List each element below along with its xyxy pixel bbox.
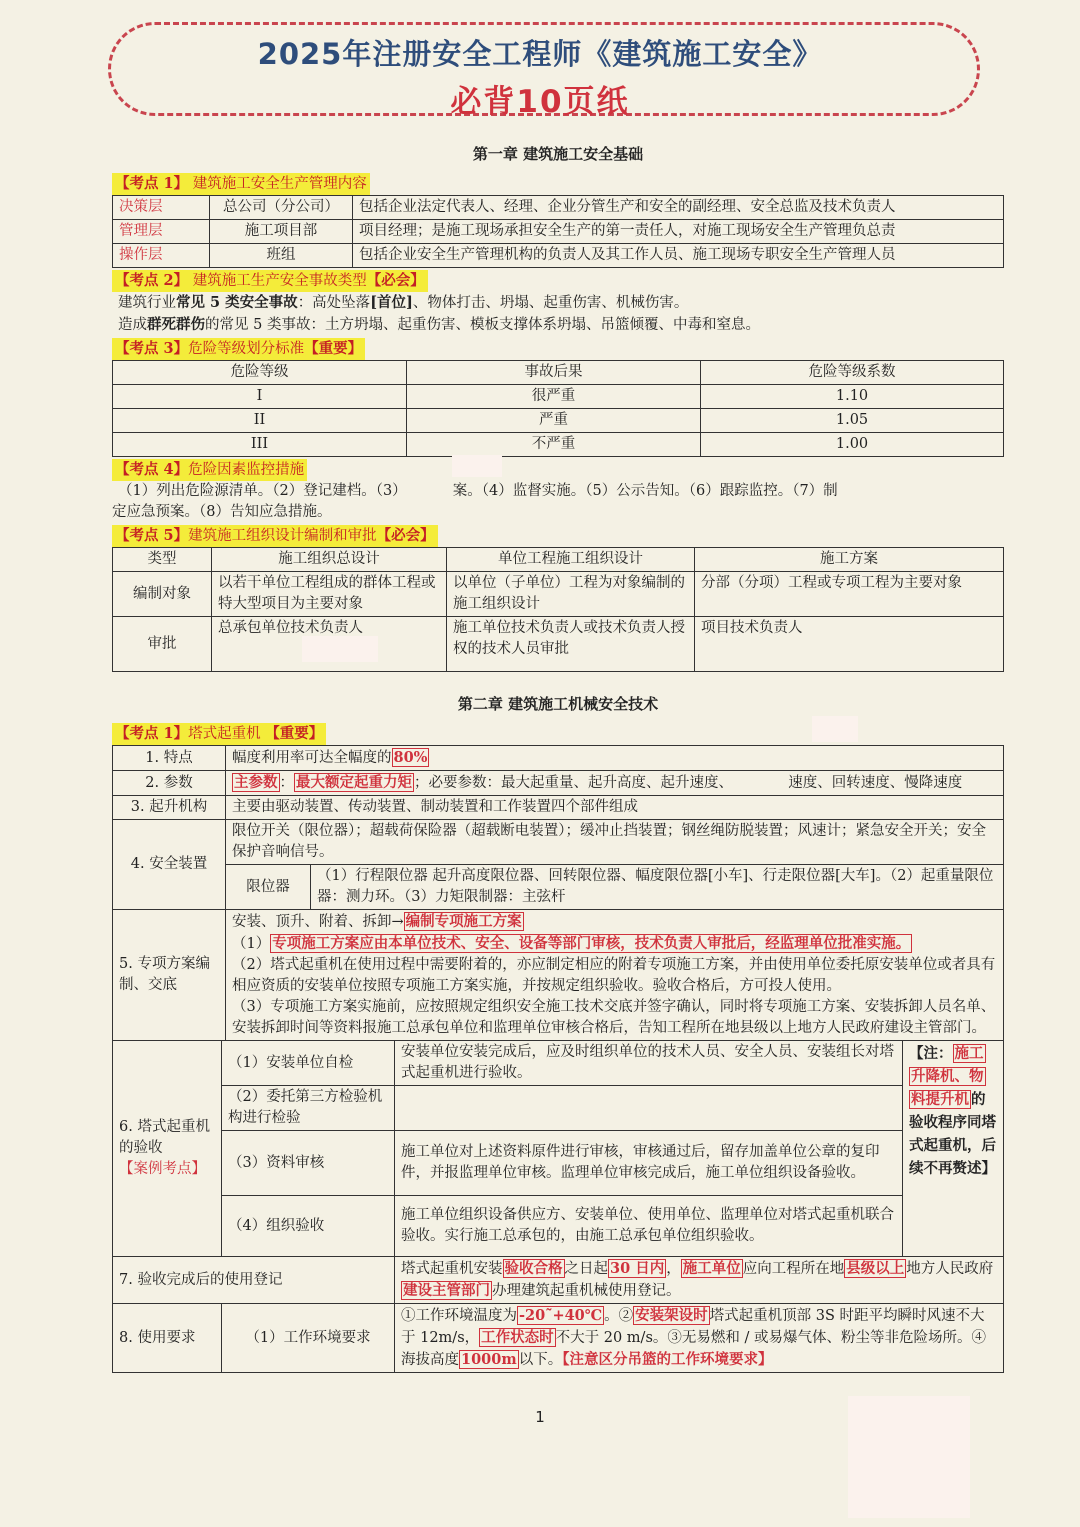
page-subtitle: 必背10页纸	[450, 84, 630, 120]
table-row: （3）资料审核 施工单位对上述资料原件进行审核，审核通过后，留存加盖单位公章的复印件，并报监理单位审核。监理单位审核完成后，施工单位组织设备验收。	[113, 1131, 1004, 1196]
blur-patch	[302, 636, 378, 662]
management-levels-table	[112, 195, 1004, 268]
table-row: 3. 起升机构 主要由驱动装置、传动装置、制动装置和工作装置四个部件组成	[113, 796, 1004, 820]
blur-patch	[452, 455, 502, 477]
table-row: 管理层 施工项目部 项目经理；是施工现场承担安全生产的第一责任人，对施工现场安全生产管理负总责	[113, 220, 1004, 244]
table-row: 7. 验收完成后的使用登记 塔式起重机安装 验收合格 之日起 30 日内 ， 施工单位 应向工程所在地 县级以上 地方人民政府建设主管部门 办理建筑起重机械使用登记。	[113, 1257, 1004, 1304]
table-row: 操作层 班组 包括企业安全生产管理机构的负责人及其工作人员、施工现场专职安全生产管理人员	[113, 244, 1004, 268]
kaodian-1-4-heading: 【考点 4】危险因素监控措施	[112, 459, 307, 481]
kaodian-1-3-heading: 【考点 3】危险等级划分标准【重要】	[112, 338, 365, 360]
table-header: 类型 施工组织总设计 单位工程施工组织设计 施工方案	[113, 548, 1004, 572]
table-row: III 不严重 1.00	[113, 433, 1004, 457]
kaodian-2-1-heading: 【考点 1】塔式起重机 【重要】	[112, 723, 326, 745]
mass-casualty-line: 造成群死群伤的常见 5 类事故：土方坍塌、起重伤害、模板支撑体系坍塌、吊篮倾覆、中毒和窒息。	[118, 316, 760, 333]
page-title: 2025年注册安全工程师《建筑施工安全》	[257, 37, 823, 71]
kaodian-1-2-heading: 【考点 2】 建筑施工生产安全事故类型【必会】	[112, 270, 428, 292]
table-row: 1. 特点 幅度利用率可达全幅度的 80%	[113, 746, 1004, 771]
table-row: 2. 参数 主参数 ： 最大额定起重力矩 ；必要参数：最大起重量、起升高度、起升速度、 速度、回转速度、慢降速度	[113, 771, 1004, 796]
table-row: 8. 使用要求 （1）工作环境要求 ①工作环境温度为 -20˜+40℃ 。② 安装架设时 塔式起重机顶部 3S 时距平均瞬时风速不大于 12m/s， 工作状态时 不大于 20 m/s。③无易燃和 / 或易爆气体、粉尘等非危险场所。④海拔高度 1000m 以下。【注意区分吊篮的工作环境要求】	[113, 1304, 1004, 1373]
table-row: 限位器 （1）行程限位器 起升高度限位器、回转限位器、幅度限位器[小车]、行走限位器[大车]。（2）起重量限位器：测力环。（3）力矩限制器：主弦杆	[113, 865, 1004, 910]
level-cell: 决策层	[113, 196, 210, 220]
table-row: II 严重 1.05	[113, 409, 1004, 433]
table-row: 审批 总承包单位技术负责人 施工单位技术负责人或技术负责人授权的技术人员审批 项目技术负责人	[113, 617, 1004, 672]
accident-types-line: 建筑行业常见 5 类安全事故：高处坠落[首位]、物体打击、坍塌、起重伤害、机械伤害。	[118, 294, 689, 311]
table-header: 危险等级 事故后果 危险等级系数	[113, 361, 1004, 385]
construction-design-table	[112, 547, 1004, 672]
danger-level-table	[112, 360, 1004, 457]
level-cell: 操作层	[113, 244, 210, 268]
table-row: （2）委托第三方检验机构进行检验	[113, 1086, 1004, 1131]
acceptance-note: 【注： 施工 升降机、物 料提升机 的验收程序同塔式起重机，后续不再赘述】	[903, 1041, 1004, 1257]
table-row: 4. 安全装置 限位开关（限位器）；超载荷保险器（超载断电装置）；缓冲止挡装置；钢丝绳防脱装置；风速计；紧急安全开关；安全保护音响信号。	[113, 820, 1004, 865]
document-body	[112, 140, 1004, 1373]
table-row: I 很严重 1.10	[113, 385, 1004, 409]
crane-acceptance-table	[112, 1041, 1004, 1373]
blur-patch	[812, 716, 858, 742]
kaodian-1-5-heading: 【考点 5】建筑施工组织设计编制和审批【必会】	[112, 525, 438, 547]
table-row: 6. 塔式起重机的验收 【案例考点】 （1）安装单位自检 安装单位安装完成后，应及时组织单位的技术人员、安全人员、安装组长对塔式起重机进行验收。 【注： 施工 升降机、物 料提升机 的验收程序同塔式起重机，后续不再赘述】	[113, 1041, 1004, 1086]
tower-crane-table	[112, 745, 1004, 1041]
monitor-measures-line-2: 定应急预案。（8）告知应急措施。	[112, 504, 332, 520]
monitor-measures-line-1: （1）列出危险源清单。（2）登记建档。（3） 案。（4）监督实施。（5）公示告知。（6）跟踪监控。（7）制	[118, 483, 838, 499]
table-row: 5. 专项方案编制、交底 安装、顶升、附着、拆卸→ 编制专项施工方案 （1） 专项施工方案应由本单位技术、安全、设备等部门审核，技术负责人审批后，经监理单位批准实施。 （2）塔式起重机在使用过程中需要附着的，亦应制定相应的附着专项施工方案，并由使用单位委托原安装单位或者具有相应资质的安装单位按照专项施工方案实施，并按规定组织验收。验收合格后，方可投人使用。 （3）专项施工方案实施前，应按照规定组织安全施工技术交底并签字确认，同时将专项施工方案、安装拆卸人员名单、安装拆卸时间等资料报施工总承包单位和监理单位审核合格后，告知工程所在地县级以上地方人民政府建设主管部门。	[113, 910, 1004, 1041]
table-row: 编制对象 以若干单位工程组成的群体工程或特大型项目为主要对象 以单位（子单位）工程为对象编制的施工组织设计 分部（分项）工程或专项工程为主要对象	[113, 572, 1004, 617]
kaodian-1-1-heading: 【考点 1】 建筑施工安全生产管理内容	[112, 173, 370, 195]
chapter-1-title: 第一章 建筑施工安全基础	[472, 145, 644, 163]
table-row: 决策层 总公司（分公司） 包括企业法定代表人、经理、企业分管生产和安全的副经理、安全总监及技术负责人	[113, 196, 1004, 220]
page-number: 1	[535, 1408, 545, 1426]
chapter-2-title: 第二章 建筑施工机械安全技术	[457, 695, 659, 713]
table-row: （4）组织验收 施工单位组织设备供应方、安装单位、使用单位、监理单位对塔式起重机联合验收。实行施工总承包的，由施工总承包单位组织验收。	[113, 1196, 1004, 1257]
level-cell: 管理层	[113, 220, 210, 244]
